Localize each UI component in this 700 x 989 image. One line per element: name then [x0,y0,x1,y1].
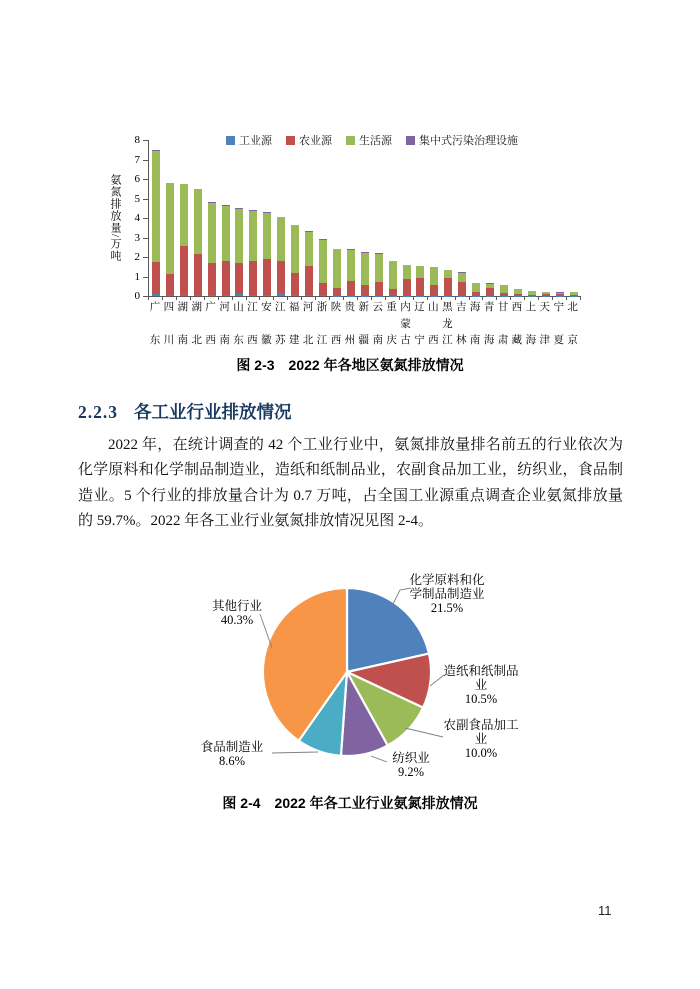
x-tick-mark [385,297,386,300]
x-label-海南: 海 南 [469,302,481,346]
bar-广东 [149,140,163,296]
x-tick-mark [538,297,539,300]
x-tick-mark [510,297,511,300]
x-label-四川: 四 川 [163,302,175,346]
bar-segment [180,184,188,245]
bar-segment [291,273,299,295]
bar-海南 [469,140,483,296]
bar-浙江 [316,140,330,296]
figure-2-3-caption-text: 2022 年各地区氨氮排放情况 [288,357,464,373]
x-label-山西: 山 西 [428,302,439,346]
x-label-宁夏: 宁 夏 [553,302,564,346]
bar-山东 [233,140,247,296]
bar-segment [222,261,230,295]
bar-segment [235,263,243,294]
x-tick-mark [176,297,177,300]
leader-line-agrifood [405,728,443,737]
bar-segment [333,288,341,296]
y-axis-title: 氨氮排放量/万吨 [109,173,121,263]
leader-line-foodmfg [272,752,318,753]
x-label-湖北: 湖 北 [191,302,202,346]
bar-segment [152,294,160,296]
x-label-黑龙江: 黑 龙 江 [442,302,453,346]
bar-plot-area [148,140,581,297]
bar-segment [500,285,508,293]
bar-segment [249,295,257,296]
x-tick-mark [246,297,247,300]
bar-陕西 [330,140,344,296]
bar-segment [319,295,327,296]
x-label-西藏: 西 藏 [511,302,523,346]
pie-chart-figure [150,560,570,790]
x-axis-labels [148,302,580,346]
x-label-福建: 福 建 [288,302,300,346]
bar-segment [277,217,285,260]
bar-segment [319,283,327,295]
bar-segment [375,282,383,296]
x-tick-mark [259,297,260,300]
x-tick-mark [315,297,316,300]
x-label-浙江: 浙 江 [316,302,328,346]
y-tick-label: 3 [134,231,140,244]
y-tick-label: 1 [134,270,140,283]
bar-segment [263,213,271,259]
page-number: 11 [598,903,612,918]
x-label-上海: 上 海 [525,302,537,346]
x-tick-mark [287,297,288,300]
section-title: 各工业行业排放情况 [134,402,292,422]
bar-segment [166,274,174,295]
bar-segment [277,261,285,293]
x-label-山东: 山 东 [233,302,244,346]
y-tick-label: 2 [134,251,140,263]
x-tick-mark [524,297,525,300]
x-tick-mark [218,297,219,300]
bar-河北 [302,140,316,296]
bar-北京 [567,140,581,296]
bar-上海 [525,140,539,296]
figure-2-4-caption [0,793,700,813]
bar-segment [263,259,271,295]
bar-segment [235,294,243,296]
x-tick-mark [162,297,163,300]
bar-辽宁 [414,140,428,296]
figure-2-4-label: 图 2-4 [222,795,261,811]
x-tick-mark [190,297,191,300]
bar-segment [194,189,202,254]
x-tick-mark [148,297,149,300]
x-label-陕西: 陕 西 [330,302,342,346]
bar-segment [403,265,411,279]
bar-segment [361,285,369,296]
bar-segment [347,281,355,295]
y-tick-label: 6 [134,173,140,185]
bar-segment [305,266,313,295]
bar-重庆 [386,140,400,296]
x-tick-mark [413,297,414,300]
pie-label-textile: 纺织业 9.2% [392,751,430,779]
x-label-新疆: 新 疆 [358,302,370,346]
bar-segment [291,225,299,272]
bar-segment [430,285,438,296]
bar-内蒙古 [400,140,414,296]
x-label-吉林: 吉 林 [455,302,467,346]
bar-segment [444,278,452,296]
body-paragraph: 2022 年，在统计调查的 42 个工业行业中，氨氮排放量排名前五的行业依次为化学原料和化学制品制造业，造纸和纸制品业，农副食品加工业，纺织业，食品制造业。5 个行业的排放量合计为 0.7 万吨，占全国工业源重点调查企业氨氮排放量的 59.7%。2022 年各工业行业氨氮排放情况见图 2-4。 [78,437,623,529]
bar-segment [375,254,383,282]
bar-segment [222,206,230,261]
bar-segment [416,266,424,278]
bar-segment [222,295,230,296]
x-label-云南: 云 南 [372,302,383,346]
x-tick-mark [399,297,400,300]
bar-segment [208,203,216,263]
x-tick-mark [343,297,344,300]
pie-label-agrifood: 农副食品加工 业 10.0% [443,718,519,760]
bar-天津 [539,140,553,296]
x-label-广东: 广 东 [149,302,161,346]
bar-segment [277,293,285,296]
x-tick-mark [273,297,274,300]
bar-黑龙江 [441,140,455,296]
bar-江苏 [274,140,288,296]
bar-segment [291,295,299,296]
pie-label-paper: 造纸和纸制品 业 10.5% [443,664,519,706]
x-tick-mark [301,297,302,300]
bar-segment [194,295,202,296]
x-tick-mark [204,297,205,300]
x-label-河北: 河 北 [302,302,314,346]
bar-segment [152,151,160,263]
bar-segment [263,295,271,296]
bar-山西 [427,140,441,296]
bar-安徽 [260,140,274,296]
bar-segment [319,240,327,283]
x-tick-mark [371,297,372,300]
bar-福建 [288,140,302,296]
x-label-甘肃: 甘 肃 [497,302,509,346]
bar-segment [403,279,411,296]
bar-chart [100,128,620,353]
bar-segment [486,288,494,296]
x-label-湖南: 湖 南 [177,302,189,346]
bar-广西 [205,140,219,296]
bar-segment [444,270,452,278]
pie-label-chemical: 化学原料和化 学制品制造业 21.5% [409,573,485,615]
pie-label-foodmfg: 食品制造业 8.6% [200,740,264,768]
x-tick-mark [482,297,483,300]
bar-segment [249,261,257,295]
bar-segment [208,295,216,296]
x-label-青海: 青 海 [483,302,495,346]
x-label-广西: 广 西 [205,302,216,346]
bar-segment [180,295,188,296]
x-tick-mark [580,297,581,300]
y-tick-label: 8 [134,134,140,146]
x-tick-mark [441,297,442,300]
bar-湖北 [191,140,205,296]
legend-label: 工业源 [239,135,272,147]
bar-吉林 [455,140,469,296]
bar-segment [166,295,174,296]
bar-新疆 [358,140,372,296]
legend-label: 农业源 [299,135,332,147]
x-label-安徽: 安 徽 [261,302,272,346]
section-number: 2.2.3 [78,402,118,422]
section-heading [78,399,292,424]
bar-河南 [219,140,233,296]
bar-贵州 [344,140,358,296]
y-tick-label: 4 [134,212,140,224]
y-tick-label: 5 [134,192,140,205]
x-label-江西: 江 西 [247,302,258,346]
x-label-辽宁: 辽 宁 [414,302,425,346]
bar-segment [208,263,216,295]
bar-segment [472,283,480,292]
x-label-重庆: 重 庆 [386,302,397,346]
figure-2-4-caption-text: 2022 年各工业行业氨氮排放情况 [274,795,478,811]
bar-江西 [246,140,260,296]
y-tick-label: 7 [134,153,140,166]
x-tick-mark [232,297,233,300]
bar-segment [305,295,313,296]
x-label-贵州: 贵 州 [344,302,356,346]
bar-四川 [163,140,177,296]
legend-label: 生活源 [359,135,392,147]
bar-segment [333,249,341,288]
x-label-河南: 河 南 [219,302,230,346]
bar-宁夏 [553,140,567,296]
x-label-北京: 北 京 [567,302,578,346]
x-tick-mark [552,297,553,300]
bar-青海 [483,140,497,296]
legend-label: 集中式污染治理设施 [419,135,518,147]
bar-segment [458,273,466,282]
x-label-江苏: 江 苏 [275,302,286,346]
bar-segment [389,261,397,289]
bar-segment [416,278,424,296]
bar-西藏 [511,140,525,296]
bar-segment [389,289,397,296]
bar-湖南 [177,140,191,296]
pie-label-other: 其他行业 40.3% [211,599,262,627]
figure-2-3-caption [0,355,700,375]
x-label-天津: 天 津 [539,302,551,346]
bar-云南 [372,140,386,296]
bar-segment [305,232,313,267]
bar-segment [235,209,243,264]
x-label-内蒙古: 内 蒙 古 [400,302,411,346]
bar-甘肃 [497,140,511,296]
bar-segment [194,254,202,295]
y-tick-label: 0 [134,290,140,302]
x-tick-mark [329,297,330,300]
x-tick-mark [357,297,358,300]
bar-segment [166,183,174,273]
bar-segment [347,250,355,282]
bar-segment [430,267,438,285]
x-tick-mark [496,297,497,300]
figure-2-3-label: 图 2-3 [236,357,275,373]
bar-segment [458,282,466,296]
x-tick-mark [455,297,456,300]
bar-segment [152,262,160,293]
x-tick-mark [427,297,428,300]
bar-segment [180,246,188,296]
x-tick-mark [469,297,470,300]
bar-segment [361,253,369,285]
bar-segment [249,211,257,261]
x-tick-mark [566,297,567,300]
